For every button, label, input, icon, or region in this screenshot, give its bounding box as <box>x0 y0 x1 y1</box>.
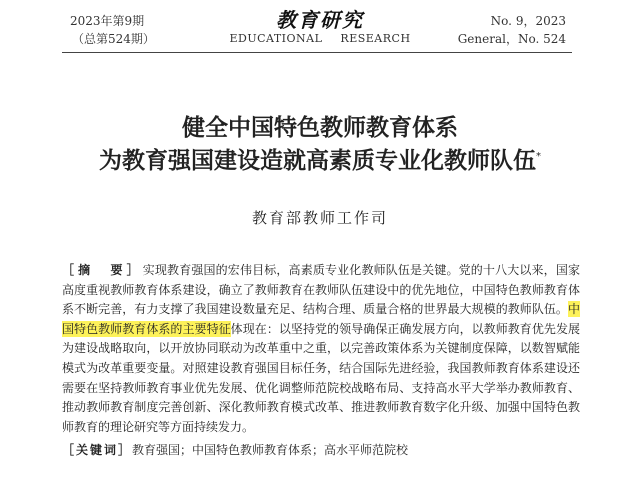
article-title-line1: 健全中国特色教师教育体系 <box>182 115 458 141</box>
article-author: 教育部教师工作司 <box>251 209 388 227</box>
issue-info-right <box>458 12 566 48</box>
title-line2-text: 为教育强国建设造就高素质专业化教师队伍 <box>99 148 536 174</box>
keywords-text: 教育强国；中国特色教师教育体系；高水平师范院校 <box>132 443 409 457</box>
issue-number-en: No. 9，2023 <box>490 14 566 28</box>
abstract-highlighted-text: 中国特色教师教育体系的主要特征 <box>62 302 580 336</box>
abstract-text-part1: 实现教育强国的宏伟目标，高素质专业化教师队伍是关键。党的十八大以来，国家高度重视教师教育体系建设，确立了教师教育在教师队伍建设中的优先地位，中国特色教师教育体系不断完善，有力支撑了我国建设数量充足、结构合理、质量合格的世界最大规模的教师队伍。 <box>62 263 580 317</box>
abstract-label: ［摘 要］ <box>62 263 143 277</box>
abstract-paragraph <box>62 261 580 437</box>
article-title-line2 <box>0 146 640 176</box>
journal-name-en: EDUCATIONAL RESEARCH <box>229 32 411 45</box>
journal-name-cn: 教育研究 <box>276 8 364 32</box>
title-footnote-mark: * <box>536 151 541 162</box>
keywords-line <box>62 441 580 460</box>
issue-total-cn: （总第524期） <box>72 32 155 46</box>
header-rule <box>62 52 572 53</box>
general-number-en: General，No. 524 <box>457 32 566 46</box>
keywords-label: ［关键词］ <box>62 443 133 457</box>
abstract-text-part2: 体现在：以坚持党的领导确保正确发展方向，以教师教育优先发展为建设战略取向，以开放协同联动为改革重中之重，以完善政策体系为关键制度保障，以数智赋能模式为改革重要变量。对照建设教育强国目标任务，结合国际先进经验，我国教师教育体系建设还需要在坚持教师教育事业优先发展、优化调整师范院校战略布局、支持高水平大学举办教师教育、推动教师教育制度完善创新、深化教师教育模式改革、推进教师教育数字化升级、加强中国特色教师教育的理论研究等方面持续发力。 <box>62 321 580 434</box>
issue-year-cn: 2023年第9期 <box>70 14 145 28</box>
